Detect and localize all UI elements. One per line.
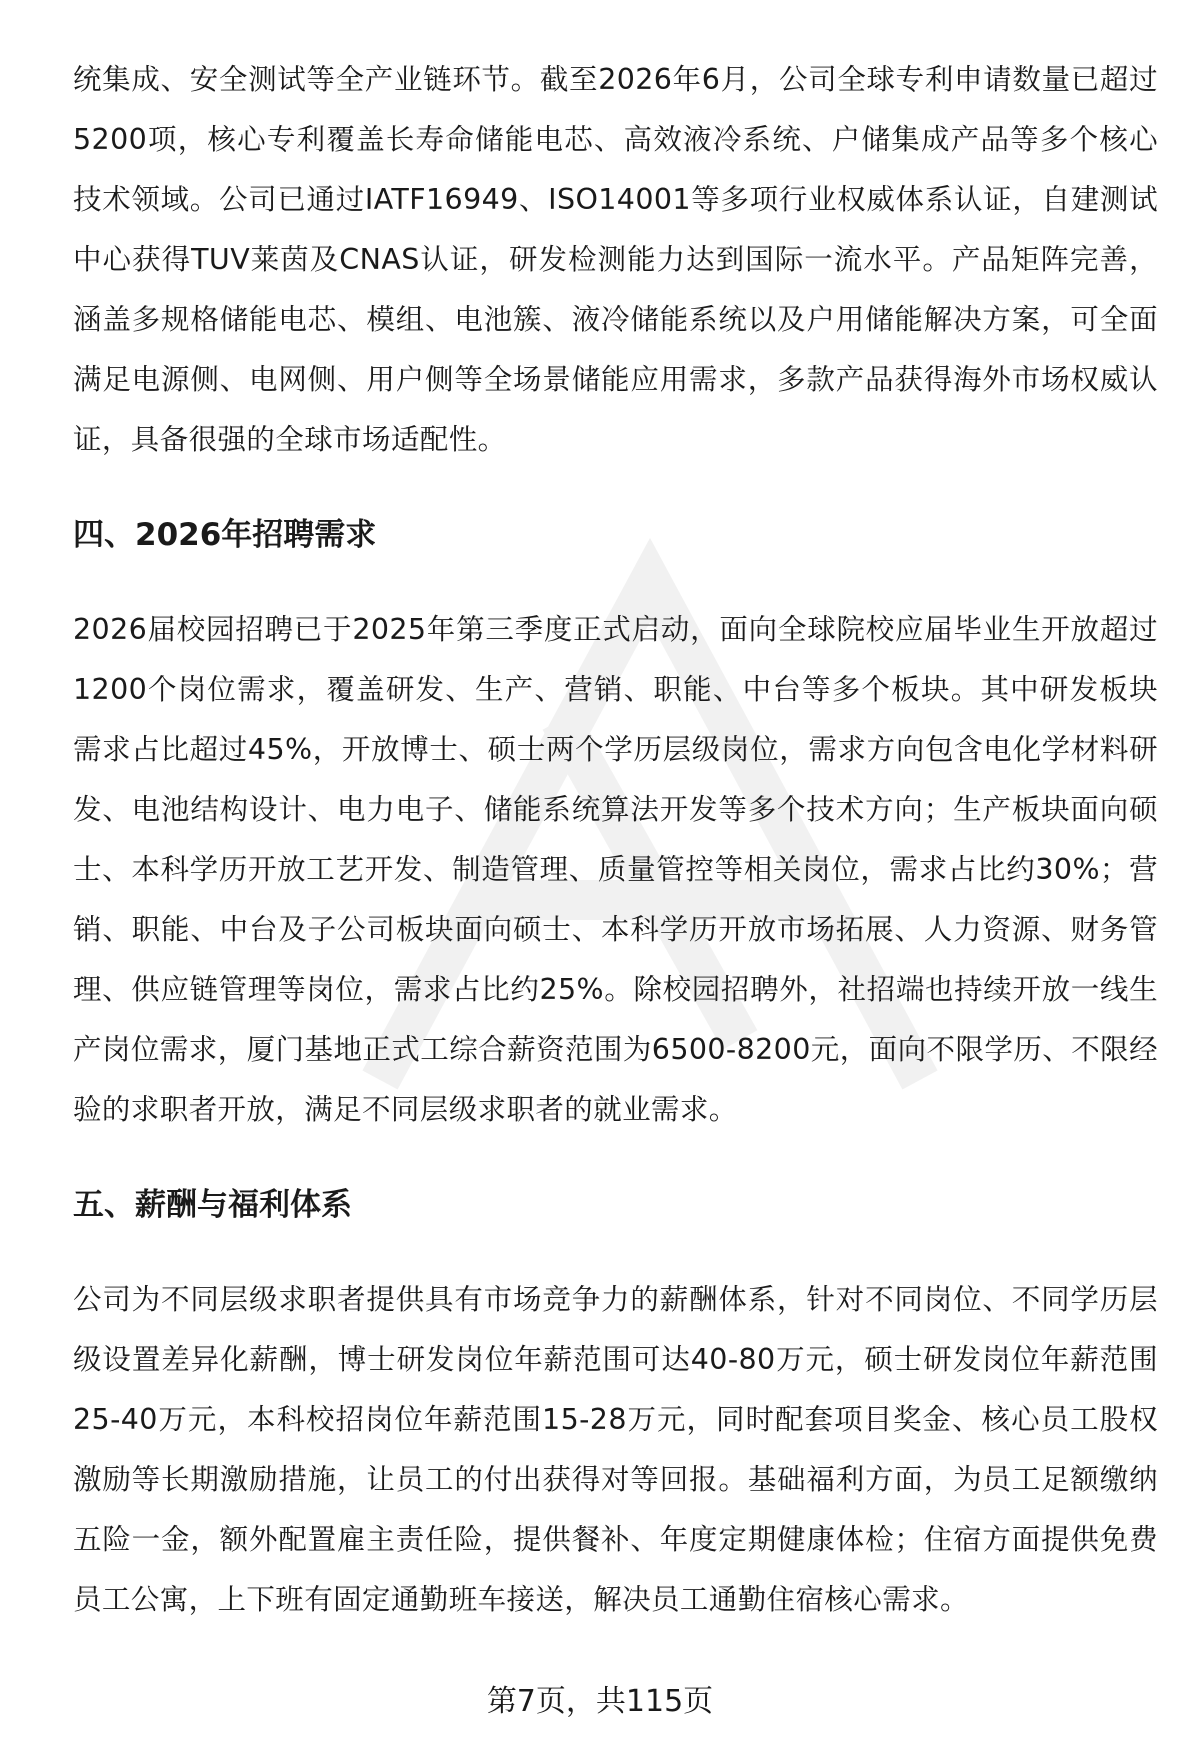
paragraph-company-overview: 统集成、安全测试等全产业链环节。截至2026年6月，公司全球专利申请数量已超过5200项，核心专利覆盖长寿命储能电芯、高效液冷系统、户储集成产品等多个核心技术领域。公司已通过IATF16949、ISO14001等多项行业权威体系认证，自建测试中心获得TUV莱茵及CNAS认证，研发检测能力达到国际一流水平。产品矩阵完善，涵盖多规格储能电芯、模组、电池簇、液冷储能系统以及户用储能解决方案，可全面满足电源侧、电网侧、用户侧等全场景储能应用需求，多款产品获得海外市场权威认证，具备很强的全球市场适配性。 — [73, 63, 1158, 456]
section-heading-recruitment: 四、2026年招聘需求 — [73, 517, 377, 553]
paragraph-compensation: 公司为不同层级求职者提供具有市场竞争力的薪酬体系，针对不同岗位、不同学历层级设置差异化薪酬，博士研发岗位年薪范围可达40-80万元，硕士研发岗位年薪范围25-40万元，本科校招岗位年薪范围15-28万元，同时配套项目奖金、核心员工股权激励等长期激励措施，让员工的付出获得对等回报。基础福利方面，为员工足额缴纳五险一金，额外配置雇主责任险，提供餐补、年度定期健康体检；住宿方面提供免费员工公寓，上下班有固定通勤班车接送，解决员工通勤住宿核心需求。 — [73, 1283, 1158, 1616]
section-heading-compensation: 五、薪酬与福利体系 — [73, 1187, 352, 1223]
page-content — [73, 50, 1158, 1630]
page-number: 第7页，共115页 — [486, 1684, 714, 1719]
paragraph-recruitment: 2026届校园招聘已于2025年第三季度正式启动，面向全球院校应届毕业生开放超过1200个岗位需求，覆盖研发、生产、营销、职能、中台等多个板块。其中研发板块需求占比超过45%，开放博士、硕士两个学历层级岗位，需求方向包含电化学材料研发、电池结构设计、电力电子、储能系统算法开发等多个技术方向；生产板块面向硕士、本科学历开放工艺开发、制造管理、质量管控等相关岗位，需求占比约30%；营销、职能、中台及子公司板块面向硕士、本科学历开放市场拓展、人力资源、财务管理、供应链管理等岗位，需求占比约25%。除校园招聘外，社招端也持续开放一线生产岗位需求，厦门基地正式工综合薪资范围为6500-8200元，面向不限学历、不限经验的求职者开放，满足不同层级求职者的就业需求。 — [73, 613, 1158, 1126]
